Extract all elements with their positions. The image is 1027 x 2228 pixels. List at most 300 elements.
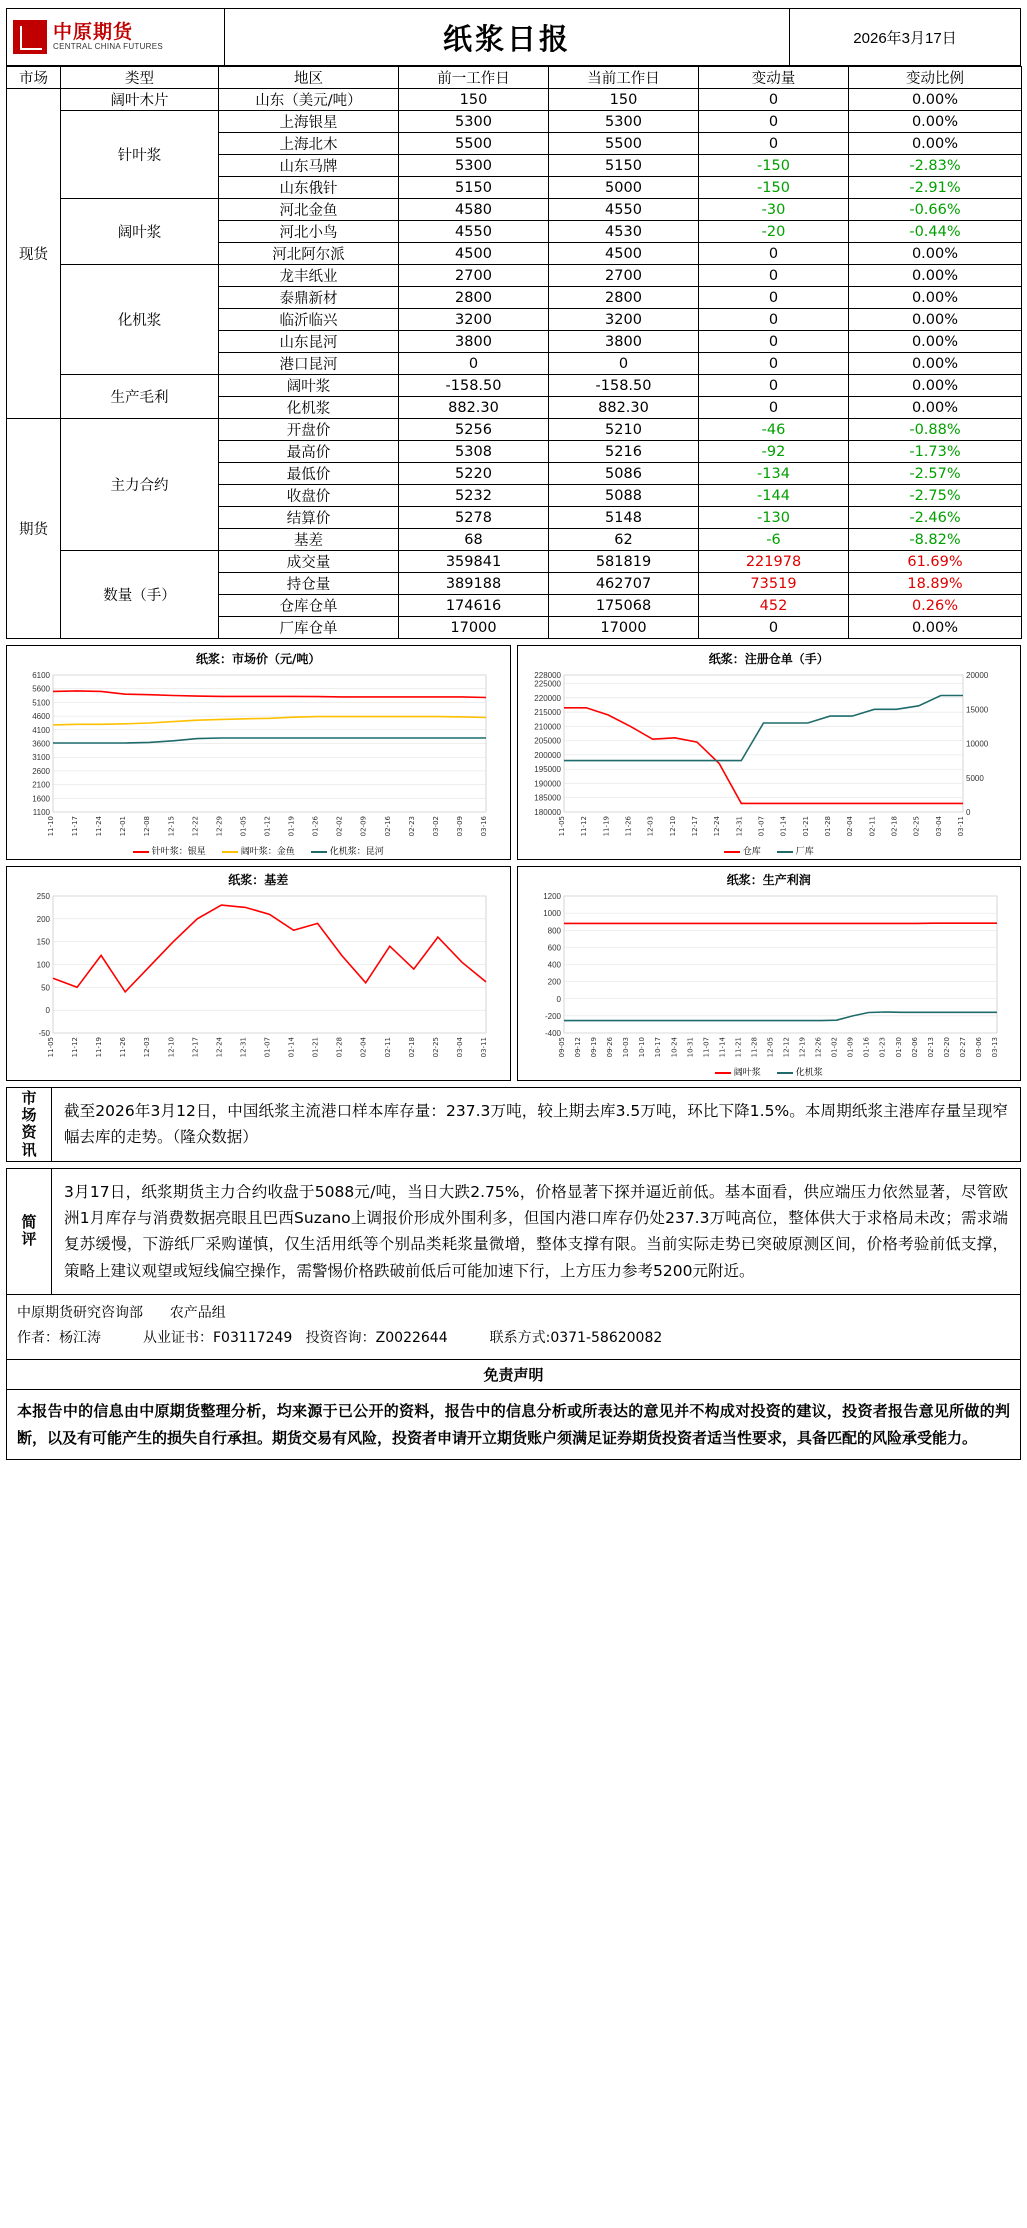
svg-text:12-03: 12-03 [646, 816, 655, 837]
svg-text:11-14: 11-14 [717, 1037, 726, 1058]
svg-text:11-28: 11-28 [749, 1037, 758, 1058]
change-pct-cell: 0.26% [849, 595, 1022, 617]
chart-spot-price [6, 645, 511, 860]
svg-text:11-26: 11-26 [624, 816, 632, 837]
svg-text:01-02: 01-02 [830, 1037, 839, 1058]
region-cell: 收盘价 [219, 485, 399, 507]
prev-value-cell: 5256 [399, 419, 549, 441]
change-cell: -150 [699, 177, 849, 199]
prev-value-cell: 5232 [399, 485, 549, 507]
svg-text:4100: 4100 [32, 725, 50, 735]
svg-text:200: 200 [547, 977, 561, 987]
svg-text:01-28: 01-28 [335, 1037, 344, 1058]
change-pct-cell: 0.00% [849, 287, 1022, 309]
svg-text:02-20: 02-20 [942, 1037, 951, 1058]
table-row [7, 89, 1022, 111]
change-pct-cell: 0.00% [849, 375, 1022, 397]
prev-value-cell: 2800 [399, 287, 549, 309]
current-value-cell: 175068 [549, 595, 699, 617]
prev-value-cell: 2700 [399, 265, 549, 287]
svg-text:1200: 1200 [542, 892, 561, 901]
svg-text:10-03: 10-03 [621, 1037, 630, 1058]
svg-text:02-02: 02-02 [335, 816, 344, 837]
type-cell: 化机浆 [61, 265, 219, 375]
page-title: 纸浆日报 [442, 21, 571, 56]
change-pct-cell: 0.00% [849, 617, 1022, 639]
svg-text:02-11: 02-11 [383, 1037, 392, 1058]
svg-text:01-14: 01-14 [779, 816, 788, 837]
type-cell: 主力合约 [61, 419, 219, 551]
region-cell: 山东昆河 [219, 331, 399, 353]
svg-text:11-07: 11-07 [701, 1037, 710, 1058]
prev-value-cell: 4580 [399, 199, 549, 221]
region-cell: 最高价 [219, 441, 399, 463]
svg-text:12-26: 12-26 [814, 1037, 823, 1058]
change-cell: 221978 [699, 551, 849, 573]
svg-text:02-13: 02-13 [926, 1037, 935, 1058]
current-value-cell: 2800 [549, 287, 699, 309]
svg-text:01-07: 01-07 [263, 1037, 272, 1058]
legend-item [311, 844, 384, 857]
svg-text:20000: 20000 [965, 671, 988, 680]
prev-value-cell: 5278 [399, 507, 549, 529]
change-cell: 0 [699, 309, 849, 331]
region-cell: 山东（美元/吨） [219, 89, 399, 111]
svg-text:09-05: 09-05 [557, 1037, 566, 1058]
svg-text:0: 0 [45, 1006, 50, 1016]
change-pct-cell: -0.88% [849, 419, 1022, 441]
svg-text:01-14: 01-14 [287, 1037, 296, 1058]
type-cell: 阔叶木片 [61, 89, 219, 111]
svg-text:12-12: 12-12 [782, 1037, 791, 1058]
svg-text:12-01: 12-01 [119, 816, 128, 837]
chart-title: 纸浆：生产利润 [726, 873, 811, 887]
current-value-cell: 5300 [549, 111, 699, 133]
legend-label: 化机浆 [795, 1068, 823, 1078]
column-header: 地区 [219, 67, 399, 89]
prev-value-cell: 359841 [399, 551, 549, 573]
logo-english-name: CENTRAL CHINA FUTURES [53, 41, 164, 51]
change-cell: 452 [699, 595, 849, 617]
logo-chinese-name: 中原期货 [53, 20, 134, 43]
prev-value-cell: 5500 [399, 133, 549, 155]
type-cell: 针叶浆 [61, 111, 219, 199]
svg-text:01-30: 01-30 [894, 1037, 903, 1058]
chart-canvas [11, 890, 496, 1065]
svg-text:11-19: 11-19 [95, 1037, 104, 1058]
svg-text:2600: 2600 [32, 766, 50, 776]
region-cell: 结算价 [219, 507, 399, 529]
svg-text:01-21: 01-21 [311, 1037, 320, 1058]
type-cell: 阔叶浆 [61, 199, 219, 265]
change-cell: 0 [699, 287, 849, 309]
change-pct-cell: 0.00% [849, 89, 1022, 111]
region-cell: 最低价 [219, 463, 399, 485]
region-cell: 山东俄针 [219, 177, 399, 199]
svg-text:12-31: 12-31 [734, 816, 743, 837]
svg-text:220000: 220000 [533, 693, 561, 703]
svg-text:50: 50 [41, 983, 50, 993]
region-cell: 化机浆 [219, 397, 399, 419]
prev-value-cell: 5308 [399, 441, 549, 463]
svg-text:03-02: 03-02 [431, 816, 440, 837]
chart-title: 纸浆：市场价（元/吨） [196, 652, 321, 666]
change-cell: -46 [699, 419, 849, 441]
chart-legend [522, 844, 1017, 857]
svg-text:225000: 225000 [533, 679, 561, 689]
change-pct-cell: 0.00% [849, 133, 1022, 155]
svg-text:01-12: 01-12 [263, 816, 272, 837]
change-pct-cell: 0.00% [849, 111, 1022, 133]
change-cell: 0 [699, 89, 849, 111]
svg-text:03-06: 03-06 [974, 1037, 983, 1058]
region-cell: 持仓量 [219, 573, 399, 595]
svg-text:-50: -50 [38, 1029, 50, 1038]
region-cell: 成交量 [219, 551, 399, 573]
comment-label [7, 1169, 52, 1294]
table-header-row [7, 67, 1022, 89]
svg-text:-400: -400 [544, 1029, 561, 1038]
svg-text:12-08: 12-08 [143, 816, 152, 837]
svg-text:11-26: 11-26 [119, 1037, 128, 1058]
change-cell: -150 [699, 155, 849, 177]
region-cell: 河北金鱼 [219, 199, 399, 221]
prev-value-cell: 4500 [399, 243, 549, 265]
current-value-cell: 4530 [549, 221, 699, 243]
svg-text:03-04: 03-04 [455, 1037, 464, 1058]
current-value-cell: 5000 [549, 177, 699, 199]
prev-value-cell: 174616 [399, 595, 549, 617]
change-pct-cell: 0.00% [849, 243, 1022, 265]
table-row [7, 111, 1022, 133]
svg-text:11-12: 11-12 [71, 1037, 80, 1058]
table-row [7, 199, 1022, 221]
change-cell: 0 [699, 111, 849, 133]
footer-license: F03117249 [213, 1330, 293, 1347]
svg-text:01-09: 01-09 [846, 1037, 855, 1058]
svg-text:4600: 4600 [32, 712, 50, 722]
data-table [6, 66, 1022, 639]
svg-text:200: 200 [36, 914, 50, 924]
prev-value-cell: 17000 [399, 617, 549, 639]
company-logo [7, 9, 225, 65]
legend-label: 化机浆：昆河 [329, 847, 384, 857]
column-header: 市场 [7, 67, 61, 89]
legend-item [777, 844, 814, 857]
svg-text:215000: 215000 [533, 708, 561, 718]
change-pct-cell: 0.00% [849, 331, 1022, 353]
change-pct-cell: 61.69% [849, 551, 1022, 573]
footer-author: 杨江涛 [59, 1330, 101, 1347]
change-cell: -20 [699, 221, 849, 243]
change-cell: 0 [699, 353, 849, 375]
current-value-cell: 62 [549, 529, 699, 551]
footer-contact: 0371-58620082 [550, 1330, 663, 1347]
svg-text:12-29: 12-29 [215, 816, 224, 837]
svg-text:11-24: 11-24 [95, 816, 104, 837]
legend-label: 阔叶浆：金鱼 [240, 847, 295, 857]
svg-text:01-05: 01-05 [239, 816, 248, 837]
region-cell: 上海北木 [219, 133, 399, 155]
current-value-cell: 5210 [549, 419, 699, 441]
svg-text:03-09: 03-09 [455, 816, 464, 837]
legend-item [133, 844, 206, 857]
current-value-cell: 4550 [549, 199, 699, 221]
change-pct-cell: 0.00% [849, 309, 1022, 331]
svg-text:01-19: 01-19 [287, 816, 296, 837]
region-cell: 泰鼎新材 [219, 287, 399, 309]
chart-title: 纸浆：注册仓单（手） [708, 652, 829, 666]
current-value-cell: 3200 [549, 309, 699, 331]
svg-text:01-28: 01-28 [823, 816, 832, 837]
svg-text:15000: 15000 [965, 705, 988, 715]
region-cell: 河北小鸟 [219, 221, 399, 243]
svg-text:12-10: 12-10 [668, 816, 677, 837]
comment-label-text: 简评 [21, 1213, 37, 1249]
svg-text:02-04: 02-04 [845, 816, 854, 837]
region-cell: 基差 [219, 529, 399, 551]
footer-contact-label: 联系方式: [489, 1330, 551, 1347]
svg-text:800: 800 [547, 926, 561, 936]
current-value-cell: 3800 [549, 331, 699, 353]
change-pct-cell: -2.83% [849, 155, 1022, 177]
footer-consult-label: 投资咨询： [305, 1330, 376, 1347]
svg-text:01-21: 01-21 [801, 816, 810, 837]
current-value-cell: 2700 [549, 265, 699, 287]
svg-text:02-11: 02-11 [867, 816, 876, 837]
disclaimer-title: 免责声明 [6, 1360, 1021, 1390]
prev-value-cell: 5300 [399, 111, 549, 133]
disclaimer-text: 本报告中的信息由中原期货整理分析，均来源于已公开的资料，报告中的信息分析或所表达的意见并不构成对投资的建议，投资者报告意见所做的判断，以及有可能产生的损失自行承担。期货交易有风险，投资者申请开立期货账户须满足证券期货投资者适当性要求，具备匹配的风险承受能力。 [6, 1390, 1021, 1460]
prev-value-cell: 5300 [399, 155, 549, 177]
change-pct-cell: -2.91% [849, 177, 1022, 199]
current-value-cell: -158.50 [549, 375, 699, 397]
svg-text:11-12: 11-12 [579, 816, 588, 837]
svg-text:11-10: 11-10 [47, 816, 55, 837]
svg-text:02-25: 02-25 [431, 1037, 440, 1058]
footer-license-label: 从业证书： [143, 1330, 213, 1347]
svg-text:0: 0 [556, 994, 561, 1004]
change-cell: 0 [699, 397, 849, 419]
svg-text:6100: 6100 [32, 671, 50, 680]
change-cell: 0 [699, 617, 849, 639]
change-cell: -6 [699, 529, 849, 551]
market-news-label-text: 市场资讯 [21, 1088, 37, 1159]
svg-text:11-21: 11-21 [733, 1037, 742, 1058]
change-cell: 0 [699, 375, 849, 397]
legend-item [777, 1065, 823, 1078]
svg-text:1100: 1100 [32, 808, 50, 817]
change-pct-cell: -0.66% [849, 199, 1022, 221]
region-cell: 开盘价 [219, 419, 399, 441]
column-header: 变动比例 [849, 67, 1022, 89]
region-cell: 港口昆河 [219, 353, 399, 375]
svg-text:03-13: 03-13 [990, 1037, 999, 1058]
svg-text:11-19: 11-19 [601, 816, 610, 837]
change-pct-cell: -2.57% [849, 463, 1022, 485]
table-row [7, 265, 1022, 287]
svg-text:02-16: 02-16 [383, 816, 392, 837]
current-value-cell: 882.30 [549, 397, 699, 419]
svg-text:11-05: 11-05 [557, 816, 566, 837]
chart-legend [522, 1065, 1017, 1078]
svg-text:195000: 195000 [533, 765, 561, 775]
svg-text:12-05: 12-05 [765, 1037, 774, 1058]
column-header: 变动量 [699, 67, 849, 89]
change-cell: -134 [699, 463, 849, 485]
logo-mark-icon [13, 20, 47, 54]
prev-value-cell: 0 [399, 353, 549, 375]
svg-text:11-17: 11-17 [71, 816, 80, 837]
market-cell: 期货 [7, 419, 61, 639]
svg-text:02-27: 02-27 [958, 1037, 967, 1058]
region-cell: 河北阿尔派 [219, 243, 399, 265]
prev-value-cell: 3200 [399, 309, 549, 331]
svg-text:2100: 2100 [32, 780, 50, 790]
comment-text: 3月17日，纸浆期货主力合约收盘于5088元/吨，当日大跌2.75%，价格显著下探并逼近前低。基本面看，供应端压力依然显著，尽管欧洲1月库存与消费数据亮眼且巴西Suzano上调报价形成外围利多，但国内港口库存仍处237.3万吨高位，整体供大于求格局未改；需求端复苏缓慢，下游纸厂采购谨慎，仅生活用纸等个别品类耗浆量微增，整体支撑有限。当前实际走势已突破原测区间，价格考验前低支撑，策略上建议观望或短线偏空操作，需警惕价格跌破前低后可能加速下行，上方压力参考5200元附近。 [64, 1182, 1008, 1280]
change-pct-cell: -1.73% [849, 441, 1022, 463]
current-value-cell: 5086 [549, 463, 699, 485]
svg-text:09-12: 09-12 [573, 1037, 582, 1058]
change-pct-cell: -0.44% [849, 221, 1022, 243]
legend-label: 仓库 [742, 847, 761, 857]
svg-text:12-31: 12-31 [239, 1037, 248, 1058]
change-cell: 0 [699, 133, 849, 155]
svg-text:228000: 228000 [533, 671, 561, 680]
svg-text:03-16: 03-16 [480, 816, 488, 837]
report-date: 2026年3月17日 [789, 9, 1020, 65]
change-pct-cell: -2.46% [849, 507, 1022, 529]
current-value-cell: 5150 [549, 155, 699, 177]
legend-item [724, 844, 761, 857]
svg-text:12-19: 12-19 [798, 1037, 807, 1058]
svg-text:03-11: 03-11 [480, 1037, 488, 1058]
svg-text:1600: 1600 [32, 794, 50, 804]
change-cell: 0 [699, 331, 849, 353]
svg-text:10-17: 10-17 [653, 1037, 662, 1058]
svg-text:12-17: 12-17 [690, 816, 699, 837]
svg-text:02-18: 02-18 [407, 1037, 416, 1058]
table-row [7, 375, 1022, 397]
change-pct-cell: 18.89% [849, 573, 1022, 595]
svg-text:01-07: 01-07 [757, 816, 765, 837]
svg-text:190000: 190000 [533, 779, 561, 789]
chart-title: 纸浆：基差 [228, 873, 289, 887]
footer-group: 农产品组 [169, 1305, 226, 1322]
svg-text:12-24: 12-24 [215, 1037, 224, 1058]
svg-text:600: 600 [547, 943, 561, 953]
region-cell: 厂库仓单 [219, 617, 399, 639]
svg-text:02-18: 02-18 [890, 816, 898, 837]
prev-value-cell: 3800 [399, 331, 549, 353]
change-cell: 73519 [699, 573, 849, 595]
svg-text:12-22: 12-22 [191, 816, 200, 837]
svg-text:5100: 5100 [32, 698, 50, 708]
svg-text:210000: 210000 [533, 722, 561, 732]
svg-text:01-16: 01-16 [862, 1037, 871, 1058]
chart-legend [11, 844, 506, 857]
svg-text:12-24: 12-24 [712, 816, 721, 837]
svg-text:100: 100 [36, 960, 50, 970]
svg-text:02-06: 02-06 [910, 1037, 919, 1058]
svg-text:03-11: 03-11 [956, 816, 965, 837]
svg-text:185000: 185000 [533, 793, 561, 803]
table-row [7, 551, 1022, 573]
svg-text:01-26: 01-26 [311, 816, 320, 837]
type-cell: 生产毛利 [61, 375, 219, 419]
change-cell: 0 [699, 243, 849, 265]
svg-text:02-04: 02-04 [359, 1037, 368, 1058]
legend-label: 针叶浆：银星 [151, 847, 206, 857]
current-value-cell: 5088 [549, 485, 699, 507]
column-header: 当前工作日 [549, 67, 699, 89]
svg-text:02-23: 02-23 [407, 816, 416, 837]
svg-text:03-04: 03-04 [934, 816, 943, 837]
current-value-cell: 5216 [549, 441, 699, 463]
change-cell: 0 [699, 265, 849, 287]
prev-value-cell: 4550 [399, 221, 549, 243]
current-value-cell: 17000 [549, 617, 699, 639]
market-news-block [6, 1087, 1021, 1162]
chart-basis [6, 866, 511, 1081]
prev-value-cell: 882.30 [399, 397, 549, 419]
column-header: 类型 [61, 67, 219, 89]
change-cell: -30 [699, 199, 849, 221]
change-cell: -144 [699, 485, 849, 507]
chart-warrant [517, 645, 1022, 860]
report-header [6, 8, 1021, 66]
current-value-cell: 4500 [549, 243, 699, 265]
region-cell: 阔叶浆 [219, 375, 399, 397]
legend-label: 阔叶浆 [733, 1068, 761, 1078]
region-cell: 仓库仓单 [219, 595, 399, 617]
market-news-text: 截至2026年3月12日，中国纸浆主流港口样本库存量：237.3万吨，较上期去库3.5万吨，环比下降1.5%。本周期纸浆主港库存量呈现窄幅去库的走势。（隆众数据） [64, 1102, 1008, 1147]
current-value-cell: 5148 [549, 507, 699, 529]
legend-label: 厂库 [795, 847, 814, 857]
prev-value-cell: 68 [399, 529, 549, 551]
svg-text:10000: 10000 [965, 739, 988, 749]
prev-value-cell: 5220 [399, 463, 549, 485]
change-cell: -130 [699, 507, 849, 529]
region-cell: 临沂临兴 [219, 309, 399, 331]
svg-text:10-31: 10-31 [685, 1037, 694, 1058]
region-cell: 龙丰纸业 [219, 265, 399, 287]
svg-text:3100: 3100 [32, 753, 50, 763]
footer-author-label: 作者： [17, 1330, 59, 1347]
chart-profit [517, 866, 1022, 1081]
svg-text:1000: 1000 [542, 909, 561, 919]
market-cell: 现货 [7, 89, 61, 419]
svg-text:12-10: 12-10 [167, 1037, 176, 1058]
svg-text:09-19: 09-19 [589, 1037, 598, 1058]
svg-text:5000: 5000 [965, 773, 984, 783]
comment-block [6, 1168, 1021, 1295]
svg-text:200000: 200000 [533, 750, 561, 760]
legend-item [222, 844, 295, 857]
change-pct-cell: 0.00% [849, 397, 1022, 419]
svg-text:10-24: 10-24 [669, 1037, 678, 1058]
chart-canvas [11, 669, 496, 844]
current-value-cell: 581819 [549, 551, 699, 573]
footer-consult: Z0022644 [375, 1330, 448, 1347]
svg-text:01-23: 01-23 [878, 1037, 887, 1058]
change-cell: -92 [699, 441, 849, 463]
svg-text:150: 150 [36, 937, 50, 947]
change-pct-cell: -2.75% [849, 485, 1022, 507]
svg-text:09-26: 09-26 [605, 1037, 614, 1058]
legend-item [715, 1065, 761, 1078]
svg-text:10-10: 10-10 [637, 1037, 646, 1058]
